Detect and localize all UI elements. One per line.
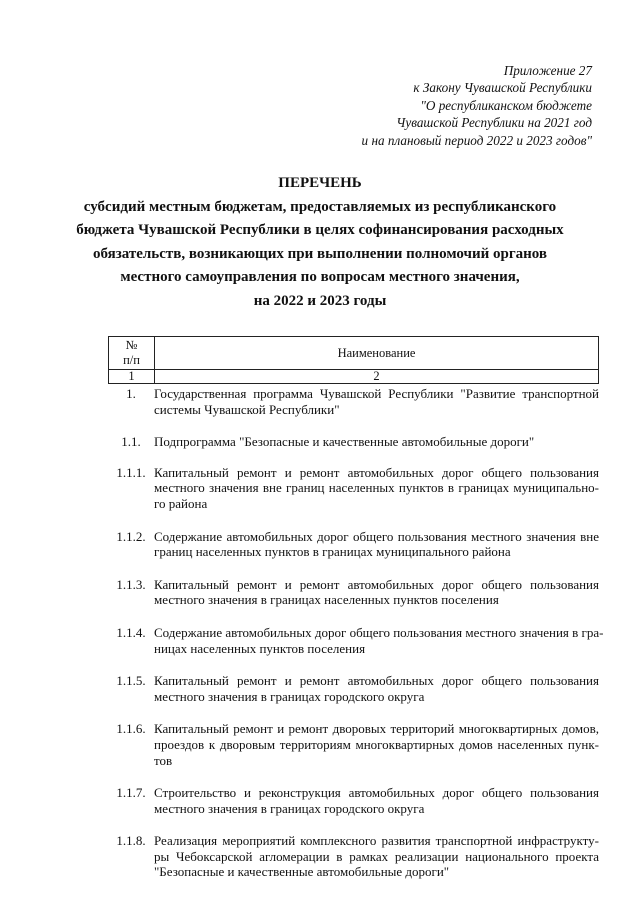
- row-name-line: Капитальный ремонт и ремонт автомобильных дорог общего пользования: [154, 673, 599, 689]
- row-name-line: местного значения в границах городского округа: [154, 800, 425, 816]
- row-name-line: системы Чувашской Республики": [154, 401, 340, 417]
- row-name-line: границ населенных пунктов в границах муниципального района: [154, 544, 511, 560]
- row-number: 1.1.1.: [116, 464, 146, 480]
- row-name-line: Капитальный ремонт и ремонт автомобильных дорог общего пользования: [154, 464, 599, 480]
- row-name: [154, 529, 599, 560]
- row-name: [154, 465, 599, 512]
- table-row: [108, 434, 599, 450]
- row-name: [154, 386, 599, 417]
- header-number-abbr: п/п: [123, 353, 140, 367]
- row-name-line: Капитальный ремонт и ремонт автомобильных дорог общего пользования: [154, 576, 599, 592]
- appendix-line: к Закону Чувашской Республики: [413, 80, 592, 96]
- row-name-line: местного значения в границах городского округа: [154, 688, 425, 704]
- row-name-line: Реализация мероприятий комплексного развития транспортной инфраструкту-: [154, 833, 599, 849]
- appendix-line: Приложение 27: [503, 63, 592, 78]
- row-name-line: местного значения в границах населенных пунктов поселения: [154, 592, 499, 608]
- title-line: бюджета Чувашской Республики в целях софинансирования расходных: [76, 222, 564, 239]
- row-name-line: Государственная программа Чувашской Республики "Развитие транспортной: [154, 386, 599, 401]
- title-line: на 2022 и 2023 годы: [253, 292, 387, 309]
- header-row: [109, 337, 599, 370]
- table-row: [108, 721, 599, 768]
- table-row: [108, 785, 599, 816]
- appendix-note: [292, 62, 592, 149]
- header-number-symbol: №: [125, 338, 138, 352]
- row-name: [154, 625, 603, 656]
- header-number-cell: [109, 337, 155, 370]
- row-name: [154, 785, 599, 816]
- row-name: [154, 673, 599, 704]
- table-row: [108, 624, 604, 656]
- title-line: субсидий местным бюджетам, предоставляемых из республиканского: [83, 198, 557, 215]
- row-number: 1.1.5.: [116, 673, 146, 689]
- row-number: 1.1.2.: [116, 528, 146, 544]
- title-line: обязательств, возникающих при выполнении полномочий органов: [92, 245, 548, 262]
- row-name: [154, 577, 599, 608]
- row-name: [154, 434, 599, 450]
- row-name-line: го района: [154, 495, 208, 511]
- row-name: [154, 833, 599, 880]
- row-number: 1.1.4.: [116, 624, 146, 640]
- column-index-2: 2: [155, 370, 599, 384]
- header-name-cell: Наименование: [155, 337, 599, 370]
- row-name-line: местного значения вне границ населенных пунктов в границах муниципально-: [154, 480, 599, 496]
- row-name-line: "Безопасные и качественные автомобильные дороги": [154, 864, 450, 880]
- row-name: [154, 721, 599, 768]
- row-name-line: ры Чебоксарской агломерации в рамках реализации национального проекта: [154, 848, 599, 864]
- table-body: [108, 386, 604, 880]
- table-row: [108, 673, 599, 704]
- appendix-line: "О республиканском бюджете: [420, 97, 592, 113]
- title-heading: ПЕРЕЧЕНЬ: [278, 175, 362, 191]
- table-row: [108, 529, 599, 560]
- row-name-line: ницах населенных пунктов поселения: [154, 640, 366, 656]
- column-index-row: [109, 370, 599, 384]
- column-index-1: 1: [109, 370, 155, 384]
- table-row: [108, 833, 599, 880]
- row-number: 1.1.8.: [116, 833, 146, 849]
- title-line: местного самоуправления по вопросам местного значения,: [120, 269, 520, 286]
- row-name-line: Содержание автомобильных дорог общего пользования местного значения в гра-: [154, 624, 604, 640]
- table-row: [108, 386, 599, 417]
- appendix-line: Чувашской Республики на 2021 год: [396, 115, 592, 131]
- document-title: [60, 172, 580, 314]
- table-header: [108, 336, 599, 384]
- row-number: 1.1.3.: [116, 576, 146, 592]
- row-number: 1.1.6.: [116, 721, 146, 737]
- table-row: [108, 465, 599, 512]
- row-number: 1.1.: [121, 434, 141, 450]
- row-number: 1.: [126, 386, 136, 401]
- row-name-line: проездов к дворовым территориям многоквартирных домов населенных пунк-: [154, 736, 599, 752]
- table-row: [108, 577, 599, 608]
- row-name-line: Подпрограмма "Безопасные и качественные автомобильные дороги": [154, 434, 535, 450]
- row-name-line: Капитальный ремонт и ремонт дворовых территорий многоквартирных домов,: [154, 721, 599, 737]
- row-name-line: Строительство и реконструкция автомобильных дорог общего пользования: [154, 785, 599, 801]
- row-name-line: Содержание автомобильных дорог общего пользования местного значения вне: [154, 528, 599, 544]
- appendix-line: и на плановый период 2022 и 2023 годов": [361, 132, 592, 148]
- row-name-line: тов: [154, 752, 173, 768]
- row-number: 1.1.7.: [116, 785, 146, 801]
